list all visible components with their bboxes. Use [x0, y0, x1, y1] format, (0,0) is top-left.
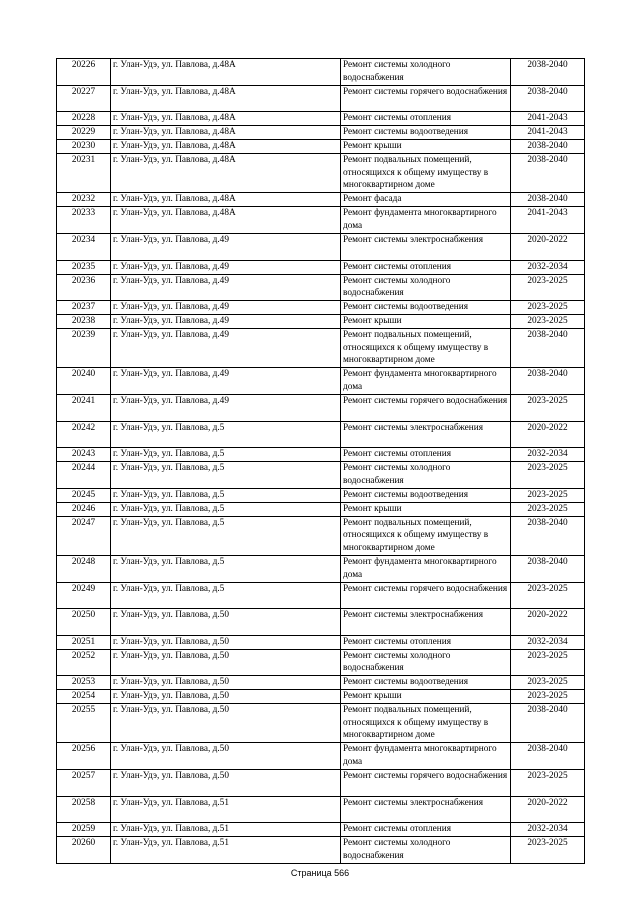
row-number: 20248 — [57, 555, 111, 582]
row-address: г. Улан-Удэ, ул. Павлова, д.50 — [111, 676, 341, 690]
row-number: 20240 — [57, 368, 111, 395]
row-number: 20231 — [57, 154, 111, 193]
table-row — [57, 649, 585, 676]
row-address: г. Улан-Удэ, ул. Павлова, д.50 — [111, 743, 341, 770]
row-period: 2038-2040 — [511, 193, 585, 207]
row-period: 2020-2022 — [511, 796, 585, 823]
row-address: г. Улан-Удэ, ул. Павлова, д.49 — [111, 315, 341, 329]
row-period: 2023-2025 — [511, 676, 585, 690]
row-work-type: Ремонт крыши — [341, 315, 511, 329]
row-number: 20233 — [57, 207, 111, 234]
row-number: 20256 — [57, 743, 111, 770]
row-work-type: Ремонт системы водоотведения — [341, 126, 511, 140]
table-row — [57, 394, 585, 421]
row-period: 2032-2034 — [511, 260, 585, 274]
row-address: г. Улан-Удэ, ул. Павлова, д.48А — [111, 126, 341, 140]
row-work-type: Ремонт системы холодного водоснабжения — [341, 649, 511, 676]
table-row — [57, 676, 585, 690]
table-row — [57, 301, 585, 315]
table-row — [57, 140, 585, 154]
row-address: г. Улан-Удэ, ул. Павлова, д.48А — [111, 154, 341, 193]
table-row — [57, 274, 585, 301]
row-number: 20237 — [57, 301, 111, 315]
row-work-type: Ремонт системы водоотведения — [341, 301, 511, 315]
row-period: 2020-2022 — [511, 609, 585, 636]
row-address: г. Улан-Удэ, ул. Павлова, д.50 — [111, 649, 341, 676]
row-period: 2038-2040 — [511, 516, 585, 555]
table-row — [57, 690, 585, 704]
row-period: 2020-2022 — [511, 421, 585, 448]
row-number: 20241 — [57, 394, 111, 421]
row-work-type: Ремонт системы водоотведения — [341, 676, 511, 690]
row-period: 2023-2025 — [511, 582, 585, 609]
row-address: г. Улан-Удэ, ул. Павлова, д.50 — [111, 635, 341, 649]
row-work-type: Ремонт системы холодного водоснабжения — [341, 462, 511, 489]
table-row — [57, 582, 585, 609]
row-address: г. Улан-Удэ, ул. Павлова, д.49 — [111, 233, 341, 260]
table-row — [57, 329, 585, 368]
table-row — [57, 85, 585, 112]
row-period: 2023-2025 — [511, 315, 585, 329]
row-number: 20236 — [57, 274, 111, 301]
table-row — [57, 502, 585, 516]
row-period: 2032-2034 — [511, 448, 585, 462]
row-work-type: Ремонт системы холодного водоснабжения — [341, 274, 511, 301]
table-row — [57, 770, 585, 797]
row-address: г. Улан-Удэ, ул. Павлова, д.48А — [111, 207, 341, 234]
row-address: г. Улан-Удэ, ул. Павлова, д.48А — [111, 193, 341, 207]
row-address: г. Улан-Удэ, ул. Павлова, д.5 — [111, 448, 341, 462]
page-footer: Страница 566 — [290, 868, 350, 878]
table-row — [57, 837, 585, 864]
row-work-type: Ремонт системы электроснабжения — [341, 796, 511, 823]
table-body — [57, 59, 585, 864]
row-address: г. Улан-Удэ, ул. Павлова, д.48А — [111, 85, 341, 112]
row-work-type: Ремонт системы горячего водоснабжения — [341, 85, 511, 112]
row-period: 2038-2040 — [511, 59, 585, 86]
table-row — [57, 516, 585, 555]
row-work-type: Ремонт фасада — [341, 193, 511, 207]
row-period: 2041-2043 — [511, 112, 585, 126]
row-address: г. Улан-Удэ, ул. Павлова, д.50 — [111, 609, 341, 636]
row-address: г. Улан-Удэ, ул. Павлова, д.50 — [111, 704, 341, 743]
row-period: 2023-2025 — [511, 488, 585, 502]
row-address: г. Улан-Удэ, ул. Павлова, д.49 — [111, 274, 341, 301]
row-address: г. Улан-Удэ, ул. Павлова, д.5 — [111, 516, 341, 555]
row-work-type: Ремонт крыши — [341, 502, 511, 516]
row-address: г. Улан-Удэ, ул. Павлова, д.49 — [111, 301, 341, 315]
table-row — [57, 448, 585, 462]
row-number: 20226 — [57, 59, 111, 86]
table-row — [57, 59, 585, 86]
row-period: 2038-2040 — [511, 140, 585, 154]
row-number: 20238 — [57, 315, 111, 329]
row-work-type: Ремонт системы отопления — [341, 635, 511, 649]
row-address: г. Улан-Удэ, ул. Павлова, д.48А — [111, 112, 341, 126]
row-address: г. Улан-Удэ, ул. Павлова, д.51 — [111, 796, 341, 823]
row-number: 20255 — [57, 704, 111, 743]
row-number: 20234 — [57, 233, 111, 260]
table-row — [57, 315, 585, 329]
row-work-type: Ремонт системы отопления — [341, 112, 511, 126]
row-address: г. Улан-Удэ, ул. Павлова, д.5 — [111, 502, 341, 516]
row-period: 2038-2040 — [511, 368, 585, 395]
row-period: 2023-2025 — [511, 301, 585, 315]
row-work-type: Ремонт подвальных помещений, относящихся к общему имуществу в многоквартирном доме — [341, 704, 511, 743]
row-address: г. Улан-Удэ, ул. Павлова, д.5 — [111, 582, 341, 609]
row-period: 2023-2025 — [511, 462, 585, 489]
table-row — [57, 823, 585, 837]
row-work-type: Ремонт фундамента многоквартирного дома — [341, 207, 511, 234]
row-address: г. Улан-Удэ, ул. Павлова, д.49 — [111, 394, 341, 421]
row-number: 20249 — [57, 582, 111, 609]
table-row — [57, 488, 585, 502]
document-page — [56, 58, 584, 864]
row-period: 2041-2043 — [511, 207, 585, 234]
table-row — [57, 796, 585, 823]
row-work-type: Ремонт фундамента многоквартирного дома — [341, 368, 511, 395]
row-address: г. Улан-Удэ, ул. Павлова, д.48А — [111, 59, 341, 86]
row-work-type: Ремонт системы электроснабжения — [341, 421, 511, 448]
row-work-type: Ремонт системы электроснабжения — [341, 609, 511, 636]
row-address: г. Улан-Удэ, ул. Павлова, д.5 — [111, 555, 341, 582]
row-number: 20257 — [57, 770, 111, 797]
row-work-type: Ремонт системы отопления — [341, 448, 511, 462]
table-row — [57, 126, 585, 140]
row-work-type: Ремонт фундамента многоквартирного дома — [341, 555, 511, 582]
row-number: 20230 — [57, 140, 111, 154]
table-row — [57, 609, 585, 636]
row-work-type: Ремонт системы водоотведения — [341, 488, 511, 502]
row-period: 2038-2040 — [511, 329, 585, 368]
row-work-type: Ремонт системы отопления — [341, 823, 511, 837]
table-row — [57, 112, 585, 126]
row-number: 20235 — [57, 260, 111, 274]
row-period: 2041-2043 — [511, 126, 585, 140]
table-row — [57, 421, 585, 448]
row-period: 2023-2025 — [511, 690, 585, 704]
row-number: 20232 — [57, 193, 111, 207]
row-period: 2032-2034 — [511, 823, 585, 837]
row-number: 20250 — [57, 609, 111, 636]
row-number: 20251 — [57, 635, 111, 649]
table-row — [57, 154, 585, 193]
row-period: 2023-2025 — [511, 274, 585, 301]
row-number: 20259 — [57, 823, 111, 837]
row-number: 20243 — [57, 448, 111, 462]
row-period: 2038-2040 — [511, 704, 585, 743]
row-address: г. Улан-Удэ, ул. Павлова, д.50 — [111, 690, 341, 704]
row-work-type: Ремонт системы горячего водоснабжения — [341, 582, 511, 609]
row-work-type: Ремонт системы холодного водоснабжения — [341, 59, 511, 86]
row-work-type: Ремонт подвальных помещений, относящихся к общему имуществу в многоквартирном доме — [341, 516, 511, 555]
table-row — [57, 368, 585, 395]
row-period: 2023-2025 — [511, 837, 585, 864]
row-work-type: Ремонт фундамента многоквартирного дома — [341, 743, 511, 770]
row-number: 20227 — [57, 85, 111, 112]
row-work-type: Ремонт системы горячего водоснабжения — [341, 394, 511, 421]
row-address: г. Улан-Удэ, ул. Павлова, д.49 — [111, 329, 341, 368]
table-row — [57, 743, 585, 770]
row-period: 2038-2040 — [511, 154, 585, 193]
table-row — [57, 555, 585, 582]
row-period: 2023-2025 — [511, 394, 585, 421]
row-period: 2023-2025 — [511, 770, 585, 797]
row-number: 20244 — [57, 462, 111, 489]
row-number: 20254 — [57, 690, 111, 704]
row-number: 20239 — [57, 329, 111, 368]
row-address: г. Улан-Удэ, ул. Павлова, д.51 — [111, 837, 341, 864]
row-work-type: Ремонт системы холодного водоснабжения — [341, 837, 511, 864]
row-work-type: Ремонт крыши — [341, 140, 511, 154]
table-row — [57, 207, 585, 234]
repair-schedule-table — [56, 58, 585, 864]
row-number: 20253 — [57, 676, 111, 690]
table-row — [57, 462, 585, 489]
row-work-type: Ремонт подвальных помещений, относящихся к общему имуществу в многоквартирном доме — [341, 329, 511, 368]
row-number: 20258 — [57, 796, 111, 823]
row-address: г. Улан-Удэ, ул. Павлова, д.50 — [111, 770, 341, 797]
row-work-type: Ремонт системы электроснабжения — [341, 233, 511, 260]
row-period: 2038-2040 — [511, 743, 585, 770]
row-period: 2020-2022 — [511, 233, 585, 260]
row-period: 2038-2040 — [511, 85, 585, 112]
row-work-type: Ремонт подвальных помещений, относящихся к общему имуществу в многоквартирном доме — [341, 154, 511, 193]
row-address: г. Улан-Удэ, ул. Павлова, д.5 — [111, 462, 341, 489]
row-number: 20252 — [57, 649, 111, 676]
row-address: г. Улан-Удэ, ул. Павлова, д.5 — [111, 488, 341, 502]
row-number: 20247 — [57, 516, 111, 555]
row-period: 2023-2025 — [511, 502, 585, 516]
table-row — [57, 193, 585, 207]
row-number: 20245 — [57, 488, 111, 502]
row-period: 2023-2025 — [511, 649, 585, 676]
row-number: 20229 — [57, 126, 111, 140]
row-period: 2038-2040 — [511, 555, 585, 582]
row-number: 20228 — [57, 112, 111, 126]
row-work-type: Ремонт крыши — [341, 690, 511, 704]
row-period: 2032-2034 — [511, 635, 585, 649]
table-row — [57, 635, 585, 649]
row-number: 20246 — [57, 502, 111, 516]
row-number: 20260 — [57, 837, 111, 864]
row-number: 20242 — [57, 421, 111, 448]
row-address: г. Улан-Удэ, ул. Павлова, д.49 — [111, 260, 341, 274]
row-work-type: Ремонт системы отопления — [341, 260, 511, 274]
table-row — [57, 704, 585, 743]
row-address: г. Улан-Удэ, ул. Павлова, д.49 — [111, 368, 341, 395]
table-row — [57, 233, 585, 260]
row-address: г. Улан-Удэ, ул. Павлова, д.5 — [111, 421, 341, 448]
row-address: г. Улан-Удэ, ул. Павлова, д.51 — [111, 823, 341, 837]
row-work-type: Ремонт системы горячего водоснабжения — [341, 770, 511, 797]
table-row — [57, 260, 585, 274]
row-address: г. Улан-Удэ, ул. Павлова, д.48А — [111, 140, 341, 154]
